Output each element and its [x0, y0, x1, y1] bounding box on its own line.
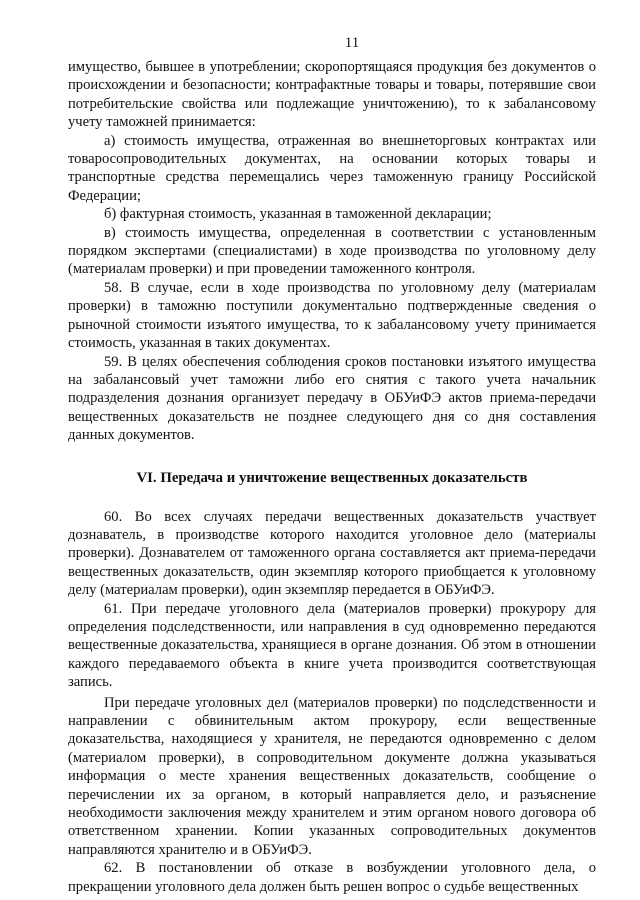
paragraph-59: 59. В целях обеспечения соблюдения сроков постановки изъятого имущества на забалансовый учет таможни либо его снятия с такого учета начальник подразделения дознания организует передачу в ОБУиФЭ актов приема-передачи вещественных доказательств не позднее следующего дня со дня составления данных документов. [68, 353, 596, 444]
paragraph-continuation: имущество, бывшее в употреблении; скоропортящаяся продукция без документов о происхождении и безопасности; контрафактные товары и товары, потерявшие свои потребительские свойства или подлежащие уничтожению), то к забалансовому учету таможней принимается: [68, 59, 596, 131]
paragraph-60: 60. Во всех случаях передачи вещественных доказательств участвует дознаватель, в производстве которого находится уголовное дело (материалы проверки). Дознавателем от таможенного органа составляется акт приема-передачи вещественных доказательств, один экземпляр которого приобщается к уголовному делу (материалам проверки), один экземпляр передается в ОБУиФЭ. [68, 508, 596, 599]
page-number: 11 [344, 35, 360, 51]
paragraph-62: 62. В постановлении об отказе в возбуждении уголовного дела, о прекращении уголовного дела должен быть решен вопрос о судьбе вещественных [68, 860, 596, 895]
paragraph-item-b: б) фактурная стоимость, указанная в таможенной декларации; [104, 206, 492, 223]
paragraph-58: 58. В случае, если в ходе производства по уголовному делу (материалам проверки) в таможню поступили документально подтвержденные сведения о рыночной стоимости изъятого имущества, то к забалансовому учету принимается стоимость, указанная в таких документах. [68, 279, 596, 352]
paragraph-item-a: а) стоимость имущества, отраженная во внешнеторговых контрактах или товаросопроводительных документах, на основании которых товары и транспортные средства перемещались через таможенную границу Российской Федерации; [68, 132, 596, 204]
paragraph-item-c: в) стоимость имущества, определенная в соответствии с установленным порядком экспертами (специалистами) в ходе производства по уголовному делу (материалам проверки) и при проведении таможенного контроля. [68, 224, 596, 278]
paragraph-61: 61. При передаче уголовного дела (материалов проверки) прокурору для определения подследственности, или направления в суд одновременно передаются вещественные доказательства, хранящиеся в органе дознания. Об этом в отношении каждого передаваемого объекта в книге учета производится соответствующая запись. [68, 600, 596, 691]
paragraph-61-continued: При передаче уголовных дел (материалов проверки) по подследственности и направлении с обвинительным актом прокурору, если вещественные доказательства, находящиеся у хранителя, не передаются одновременно с делом (материалом проверки), в сопроводительном документе должна указываться информация о месте хранения вещественных доказательств, сообщение о перечислении их за органом, в который направляется дело, и разъяснение необходимости заключения между хранителем и этим органом нового договора об ответственном хранении. Копии указанных сопроводительных документов направляются хранителю и в ОБУиФЭ. [68, 694, 596, 858]
section-heading: VI. Передача и уничтожение вещественных доказательств [136, 469, 528, 486]
